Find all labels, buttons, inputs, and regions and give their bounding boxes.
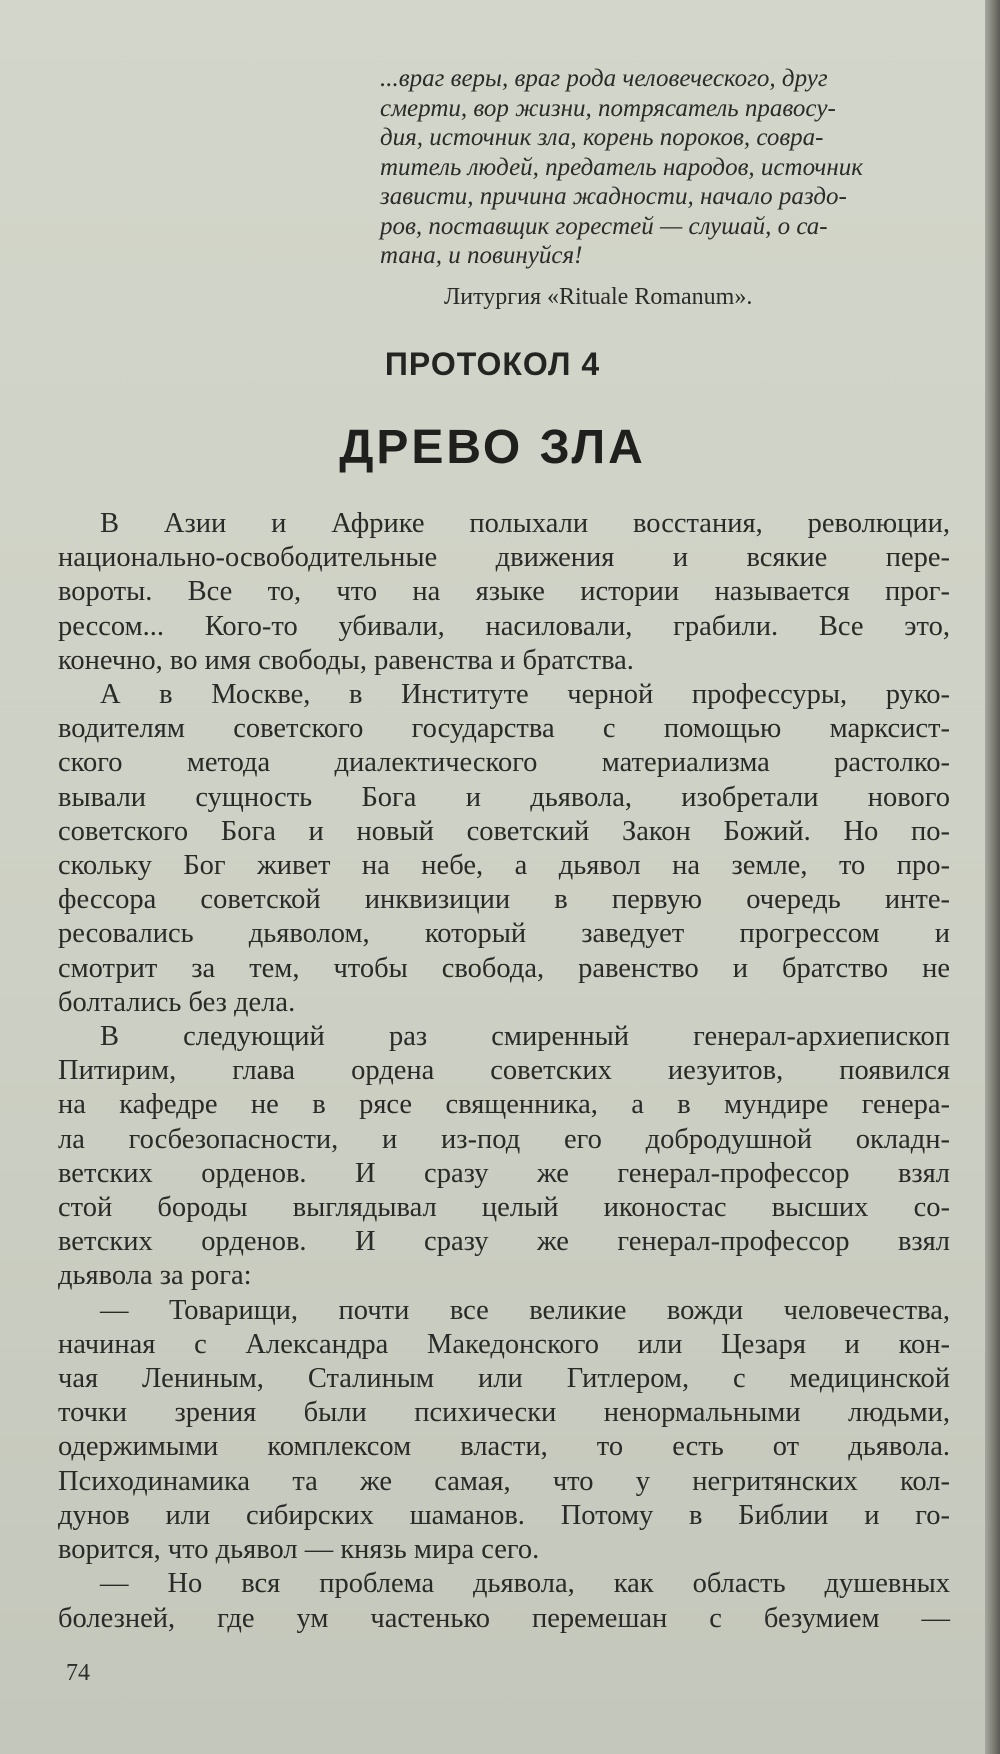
text-line: водителям советского государства с помощью марксист- [58,713,950,745]
epigraph-line: титель людей, предатель народов, источник [380,153,863,181]
text-line: ского метода диалектического материализма растолко- [58,747,950,779]
text-line: Питирим, глава ордена советских иезуитов, появился [58,1055,950,1087]
text-line: ветских орденов. И сразу же генерал-профессор взял [58,1226,950,1258]
text-line: — Товарищи, почти все великие вожди человечества, [100,1294,950,1326]
text-line: рессом... Кого-то убивали, насиловали, грабили. Все это, [58,610,950,642]
text-line: смотрит за тем, чтобы свобода, равенство и братство не [58,952,950,984]
text-line: В следующий раз смиренный генерал-архиепископ [100,1021,950,1053]
epigraph-line: тана, и повинуйся! [380,242,583,269]
epigraph-line: смерти, вор жизни, потрясатель правосу- [380,94,836,122]
text-line: точки зрения были психически ненормальными людьми, [58,1397,950,1429]
page-number: 74 [66,1660,90,1686]
text-line: фессора советской инквизиции в первую очередь инте- [58,884,950,916]
epigraph-line: дия, источник зла, корень пороков, совра- [380,124,824,151]
body-text [58,507,950,1636]
text-line: В Азии и Африке полыхали восстания, революции, [100,508,950,539]
text-line: болтались без дела. [58,986,296,1018]
text-line: чая Лениным, Сталиным или Гитлером, с медицинской [58,1363,950,1395]
epigraph [380,64,945,271]
chapter-title: ДРЕВО ЗЛА [339,421,646,474]
text-line: дунов или сибирских шаманов. Потому в Библии и го- [58,1499,950,1531]
text-line: ветских орденов. И сразу же генерал-профессор взял [58,1157,950,1189]
protocol-label: ПРОТОКОЛ 4 [384,346,601,382]
text-line: ла госбезопасности, и из-под его добродушной окладн- [58,1123,950,1155]
text-line: ворится, что дьявол — князь мира сего. [58,1534,540,1566]
text-line: А в Москве, в Институте черной профессуры, руко- [100,679,950,711]
text-line: — Но вся проблема дьявола, как область душевных [100,1568,950,1600]
text-line: Психодинамика та же самая, что у негритянских кол- [58,1465,950,1497]
text-line: одержимыми комплексом власти, то есть от дьявола. [58,1431,950,1463]
text-line: вывали сущность Бога и дьявола, изобретали нового [58,781,950,813]
epigraph-line: ...враг веры, враг рода человеческого, друг [380,65,828,92]
text-line: национально-освободительные движения и всякие пере- [58,542,950,574]
text-line: стой бороды выглядывал целый иконостас высших со- [58,1192,950,1224]
epigraph-line: ров, поставщик горестей — слушай, о са- [380,212,828,240]
book-edge [985,0,1000,1754]
text-line: на кафедре не в рясе священника, а в мундире генера- [58,1089,950,1121]
text-line: скольку Бог живет на небе, а дьявол на земле, то про- [58,850,950,882]
text-line: советского Бога и новый советский Закон Божий. Но по- [58,815,950,847]
text-line: ресовались дьяволом, который заведует прогрессом и [58,918,950,950]
text-line: вороты. Все то, что на языке истории называется прог- [58,576,950,608]
text-line: начиная с Александра Македонского или Цезаря и кон- [58,1328,950,1360]
text-line: конечно, во имя свободы, равенства и братства. [58,644,634,676]
text-line: болезней, где ум частенько перемешан с безумием — [58,1602,950,1634]
text-line: дьявола за рога: [58,1260,252,1292]
epigraph-line: зависти, причина жадности, начало раздо- [380,183,847,210]
epigraph-source: Литургия «Rituale Romanum». [444,284,753,310]
